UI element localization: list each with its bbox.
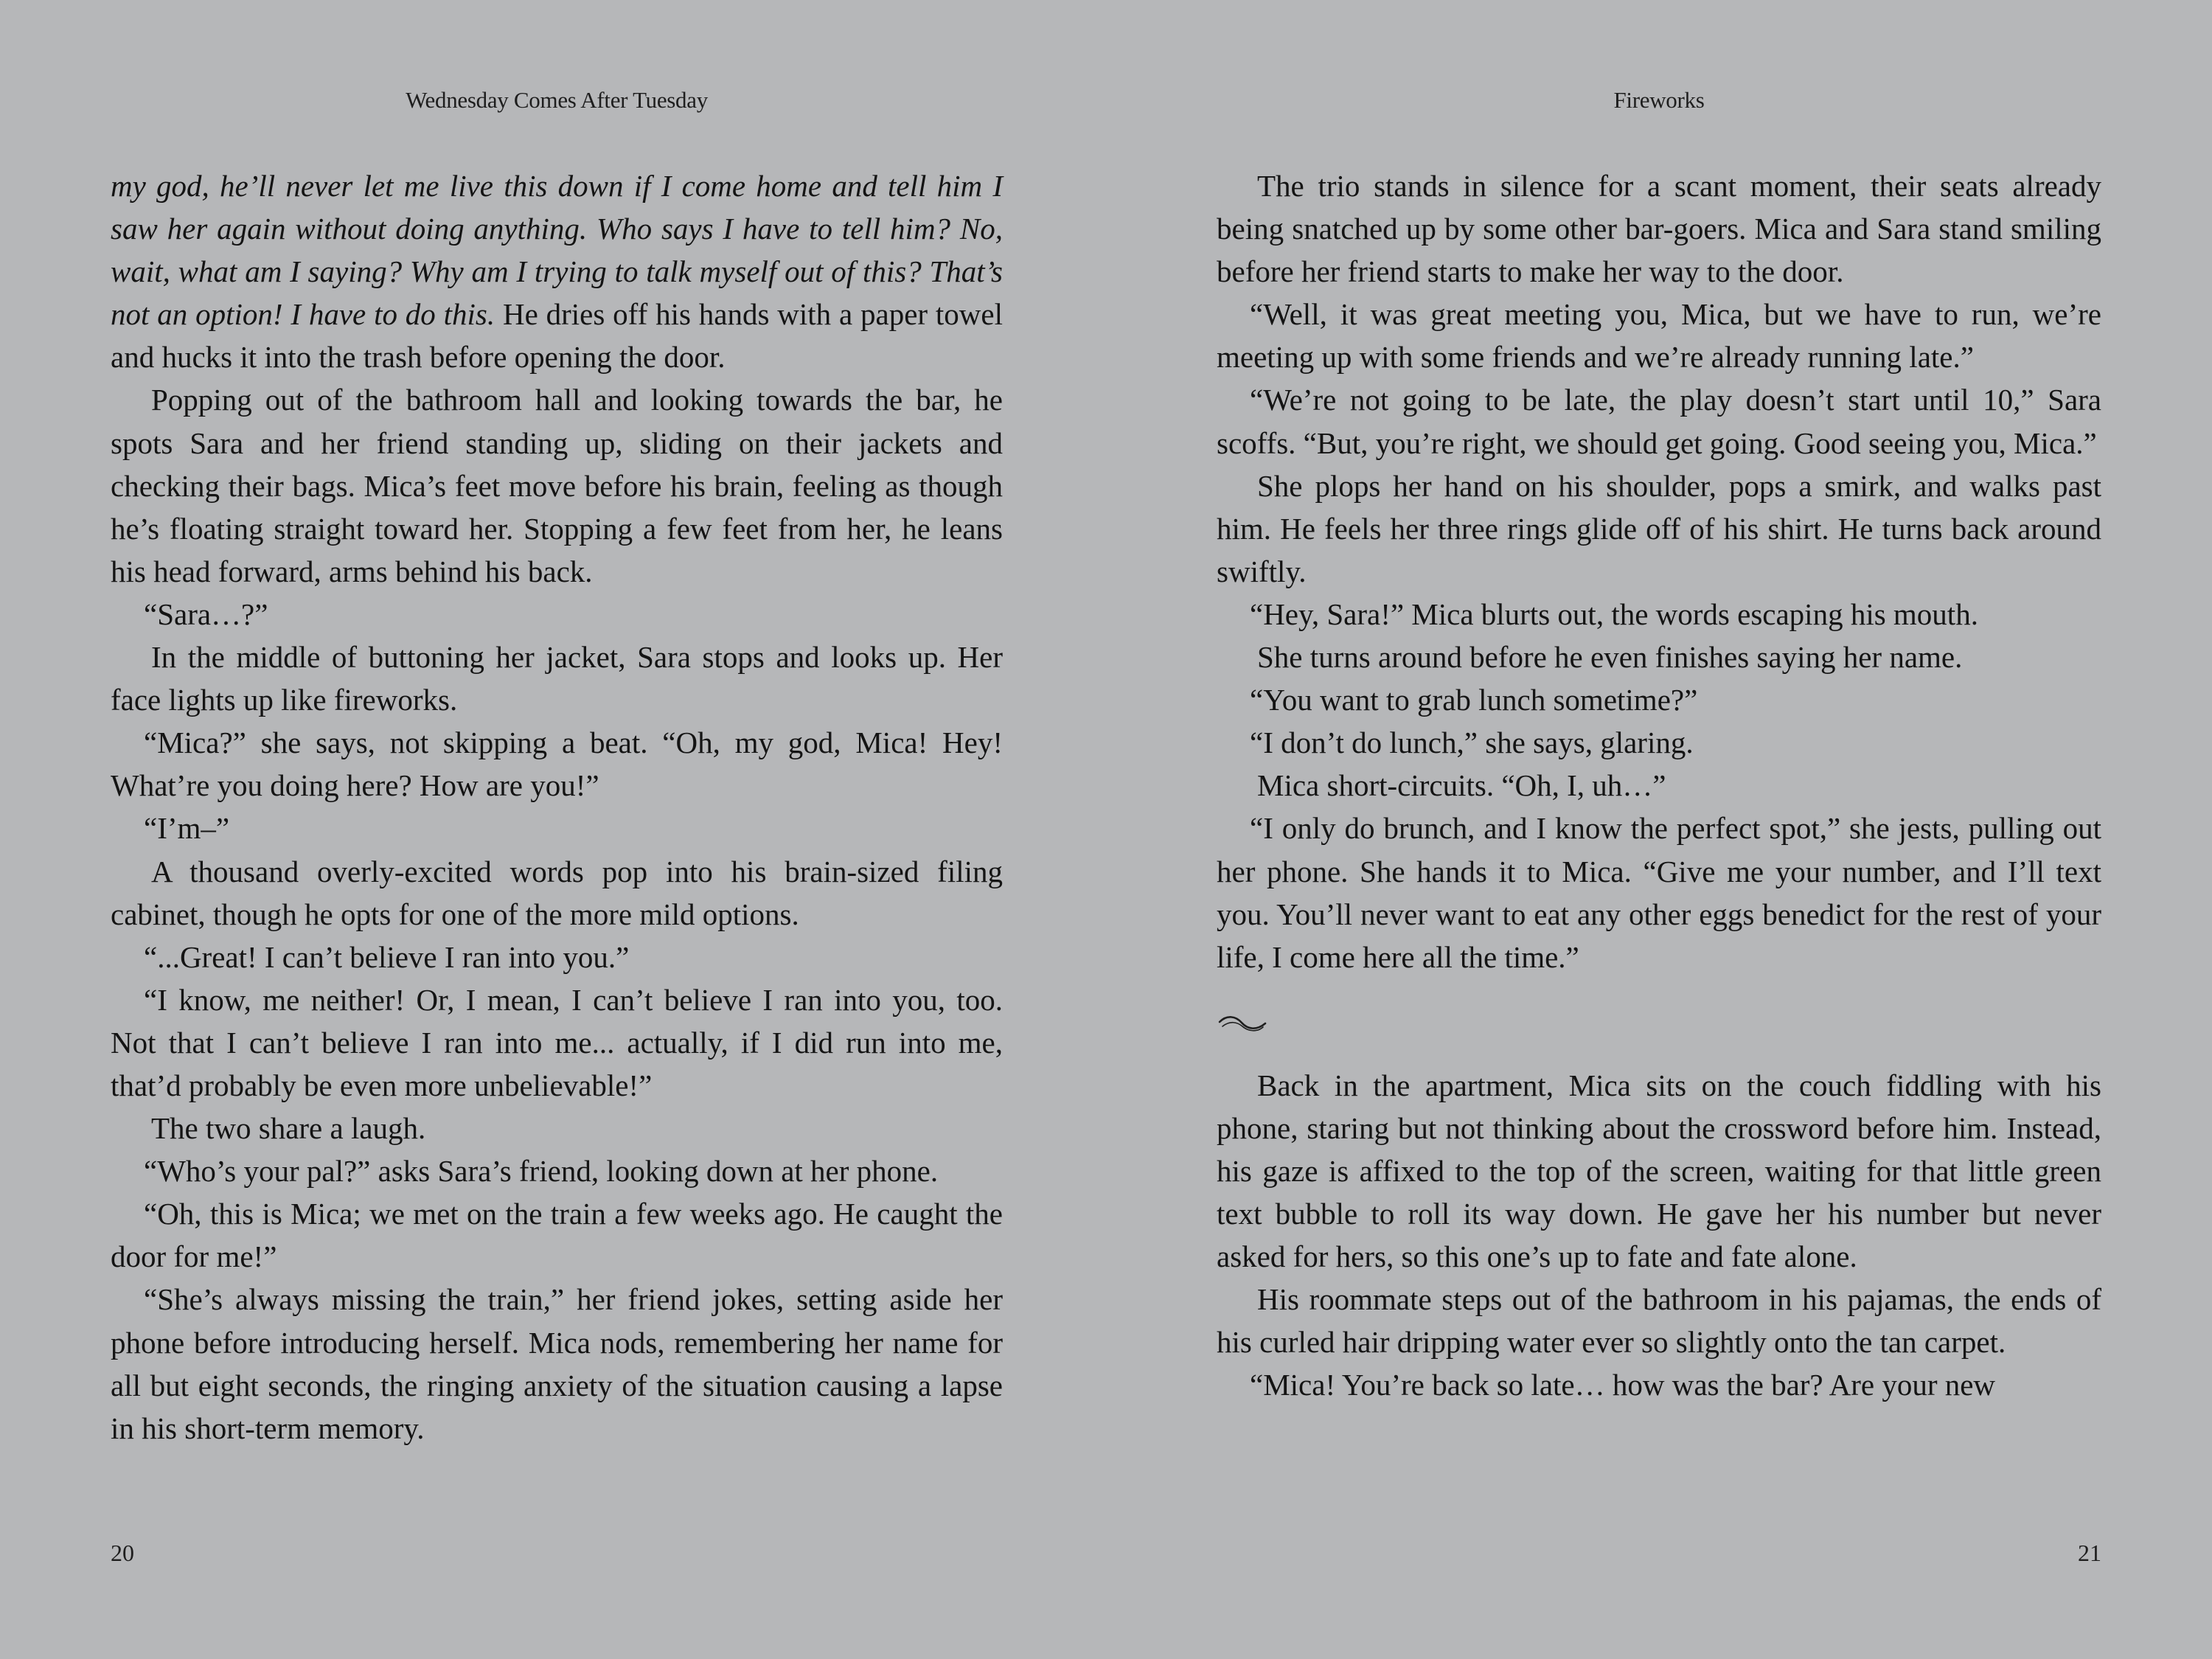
dialogue-paragraph: “Hey, Sara!” Mica blurts out, the words escaping his mouth. [1250, 597, 1978, 631]
paragraph: The two share a laugh. [151, 1111, 426, 1146]
dialogue-paragraph: “Mica! You’re back so late… how was the bar? Are your new [1250, 1368, 1996, 1402]
paragraph: His roommate steps out of the bathroom in his pajamas, the ends of his curled hair dripping water ever so slightly onto the tan carpet. [1217, 1282, 2101, 1360]
section-break-ornament-icon [1217, 978, 2101, 1064]
paragraph: She turns around before he even finishes saying her name. [1257, 640, 1963, 675]
dialogue-paragraph: “I only do brunch, and I know the perfect spot,” she jests, pulling out her phone. She hands it to Mica. “Give me your number, and I’ll text you. You’ll never want to eat any other eggs benedict for the rest of your life, I come here all the time.” [1217, 811, 2101, 974]
dialogue-paragraph: “Oh, this is Mica; we met on the train a few weeks ago. He caught the door for me!” [111, 1197, 1003, 1274]
running-head-left: Wednesday Comes After Tuesday [406, 87, 708, 113]
page-number-right: 21 [2078, 1540, 2101, 1566]
dialogue-paragraph: “Well, it was great meeting you, Mica, but we have to run, we’re meeting up with some friends and we’re already running late.” [1217, 297, 2101, 375]
paragraph: Popping out of the bathroom hall and looking towards the bar, he spots Sara and her friend standing up, sliding on their jackets and checking their bags. Mica’s feet move before his brain, feeling as though he’s floating straight toward her. Stopping a few feet from her, he leans his head forward, arms behind his back. [111, 383, 1003, 588]
running-head-right: Fireworks [1613, 87, 1705, 113]
paragraph: In the middle of buttoning her jacket, Sara stops and looks up. Her face lights up like fireworks. [111, 640, 1003, 717]
dialogue-paragraph: “We’re not going to be late, the play doesn’t start until 10,” Sara scoffs. “But, you’re right, we should get going. Good seeing you, Mica.” [1217, 383, 2101, 460]
paragraph-continued [111, 164, 1003, 378]
dialogue-paragraph: “I know, me neither! Or, I mean, I can’t believe I ran into you, too. Not that I can’t believe I ran into me... actually, if I did run into me, that’d probably be even more unbelievable!” [111, 982, 1003, 1102]
swash-ornament-icon [1217, 1013, 1268, 1035]
left-page [111, 0, 1003, 1659]
left-page-body [111, 164, 1003, 1450]
dialogue-paragraph: “...Great! I can’t believe I ran into you.” [144, 939, 630, 974]
right-page-body [1217, 164, 2101, 1407]
dialogue-paragraph: “I don’t do lunch,” she says, glaring. [1250, 726, 1694, 760]
dialogue-paragraph: “Mica?” she says, not skipping a beat. “Oh, my god, Mica! Hey! What’re you doing here? How are you!” [111, 726, 1003, 803]
paragraph-continued-text: He dries off his hands with a paper towel and hucks it into the trash before opening the door. [111, 297, 1003, 375]
paragraph: She plops her hand on his shoulder, pops a smirk, and walks past him. He feels her three rings glide off of his shirt. He turns back around swiftly. [1217, 468, 2101, 588]
dialogue-paragraph: “I’m–” [144, 811, 230, 846]
right-page [1217, 0, 2101, 1659]
dialogue-paragraph: “She’s always missing the train,” her friend jokes, setting aside her phone before introducing herself. Mica nods, remembering her name for all but eight seconds, the ringing anxiety of the situation causing a lapse in his short-term memory. [111, 1282, 1003, 1445]
dialogue-paragraph: “Who’s your pal?” asks Sara’s friend, looking down at her phone. [144, 1154, 939, 1189]
paragraph: The trio stands in silence for a scant moment, their seats already being snatched up by some other bar-goers. Mica and Sara stand smiling before her friend starts to make her way to the door. [1217, 169, 2101, 289]
paragraph: Back in the apartment, Mica sits on the couch fiddling with his phone, staring but not thinking about the crossword before him. Instead, his gaze is affixed to the top of the screen, waiting for that little green text bubble to roll its way down. He gave her his number but never asked for hers, so this one’s up to fate and fate alone. [1217, 1068, 2101, 1274]
italic-inner-monologue: my god, he’ll never let me live this down if I come home and tell him I saw her again without doing anything. Who says I have to tell him? No, wait, what am I saying? Why am I trying to talk myself out of this? That’s not an option! I have to do this. [111, 169, 1003, 332]
paragraph: A thousand overly-excited words pop into his brain-sized filing cabinet, though he opts for one of the more mild options. [111, 854, 1003, 931]
page-number-left: 20 [111, 1540, 134, 1566]
paragraph: Mica short-circuits. “Oh, I, uh…” [1257, 768, 1666, 803]
dialogue-paragraph: “Sara…?” [144, 597, 268, 631]
dialogue-paragraph: “You want to grab lunch sometime?” [1250, 683, 1698, 717]
